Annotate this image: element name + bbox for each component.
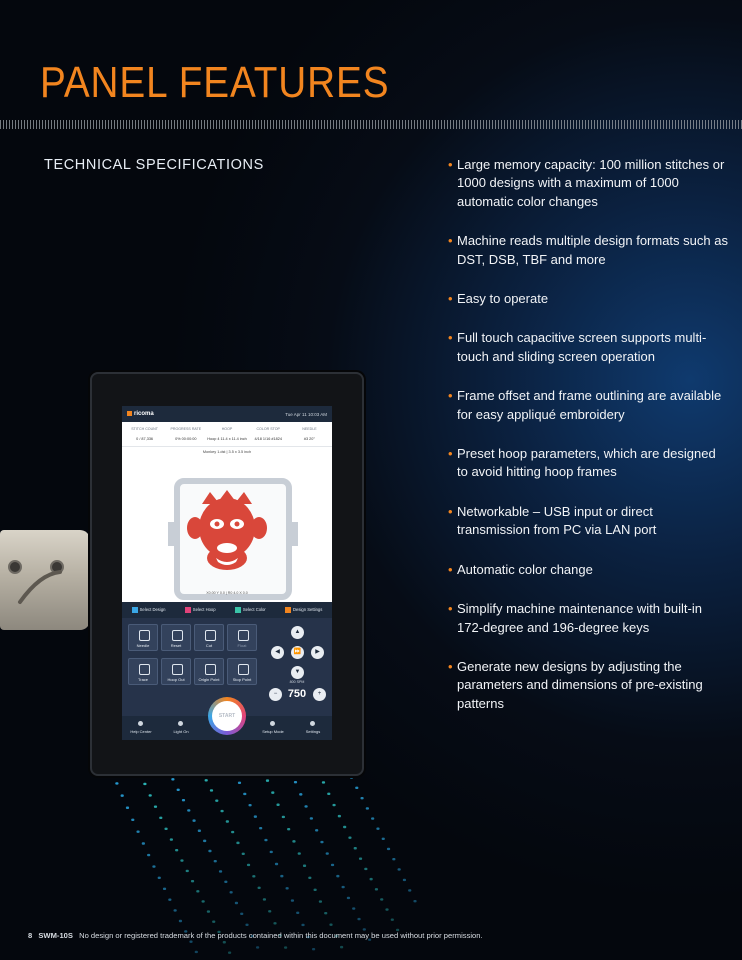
wave-dot	[177, 789, 180, 791]
origin-point-button[interactable]: Origin Point	[194, 658, 224, 685]
wave-dot	[187, 809, 190, 811]
wave-dot	[391, 918, 394, 920]
wave-dot	[143, 783, 146, 785]
wave-dot	[179, 920, 182, 922]
arrow-left-icon[interactable]: ◀	[271, 646, 284, 659]
wave-dot	[392, 858, 395, 860]
float-icon	[238, 630, 249, 641]
trace-icon	[139, 664, 150, 675]
wave-dot	[126, 807, 129, 809]
wave-dot	[268, 910, 271, 912]
wave-dot	[308, 877, 311, 879]
wave-dot	[354, 847, 357, 849]
arrow-down-icon[interactable]: ▼	[291, 666, 304, 679]
wave-dot	[147, 854, 150, 856]
wave-dot	[164, 828, 167, 830]
wave-dot	[276, 804, 279, 806]
trace-button[interactable]: Trace	[128, 658, 158, 685]
reset-button[interactable]: Reset	[161, 624, 191, 651]
wave-dot	[182, 799, 185, 801]
feature-item: • Full touch capacitive screen supports multi-touch and sliding screen operation	[448, 329, 728, 366]
wave-dot	[342, 886, 345, 888]
wave-dot	[366, 807, 369, 809]
spm-value: 750	[287, 688, 307, 700]
touch-screen[interactable]	[122, 406, 332, 740]
hoop-out-button[interactable]: Hoop Out	[161, 658, 191, 685]
wave-dot	[240, 913, 243, 915]
wave-dot	[192, 819, 195, 821]
reset-icon	[172, 630, 183, 641]
wave-dot	[254, 815, 257, 817]
fast-forward-icon[interactable]: ⏩	[291, 646, 304, 659]
wave-dot	[357, 918, 360, 920]
wave-dot	[413, 900, 416, 902]
wave-dot	[320, 841, 323, 843]
arrow-right-icon[interactable]: ▶	[311, 646, 324, 659]
hoop-out-icon	[172, 664, 183, 675]
hoop-preview	[174, 478, 292, 600]
wave-dot	[230, 891, 233, 893]
wave-dot	[398, 868, 401, 870]
machine-mount-bracket	[0, 530, 90, 630]
wave-dot	[242, 853, 245, 855]
wave-dot	[207, 910, 210, 912]
feature-item: • Machine reads multiple design formats such as DST, DSB, TBF and more	[448, 232, 728, 269]
wave-dot	[215, 799, 218, 801]
wave-dot	[371, 817, 374, 819]
wave-dot	[299, 793, 302, 795]
page-title: PANEL FEATURES	[40, 58, 390, 107]
stat-cell: PROGRESS RATE 0% 00:00:00	[170, 427, 202, 441]
wave-dot	[303, 865, 306, 867]
feature-item: • Automatic color change	[448, 561, 728, 579]
wave-dot	[131, 819, 134, 821]
monkey-design-icon	[180, 484, 274, 582]
wave-dot	[332, 804, 335, 806]
wave-dot	[245, 924, 248, 926]
wave-dot	[324, 912, 327, 914]
wave-dot	[189, 940, 192, 942]
control-panel-device	[90, 372, 364, 776]
footer-disclaimer: No design or registered trademark of the products contained within this document may be used without prior permission.	[79, 931, 483, 940]
wave-dot	[355, 787, 358, 789]
page-footer	[28, 931, 483, 940]
decorative-dot-wave	[0, 760, 420, 960]
wave-dot	[152, 865, 155, 867]
wave-dot	[191, 880, 194, 882]
wave-dot	[163, 888, 166, 890]
wave-dot	[231, 831, 234, 833]
wave-dot	[208, 850, 211, 852]
setup-mode-button[interactable]: Setup Mode	[258, 729, 288, 734]
wave-dot	[294, 781, 297, 783]
wave-dot	[348, 837, 351, 839]
wave-dot	[168, 899, 171, 901]
wave-dot	[171, 778, 174, 780]
wave-dot	[370, 878, 373, 880]
wave-dot	[210, 789, 213, 791]
wave-dot	[236, 842, 239, 844]
wave-dot	[280, 875, 283, 877]
wave-dot	[329, 924, 332, 926]
scissors-icon	[205, 630, 216, 641]
wave-dot	[347, 897, 350, 899]
feature-item: • Generate new designs by adjusting the parameters and dimensions of pre-existing patterns	[448, 658, 728, 713]
wave-dot	[263, 898, 266, 900]
wave-dot	[259, 827, 262, 829]
feature-item: • Large memory capacity: 100 million stitches or 1000 designs with a maximum of 1000 automatic color changes	[448, 156, 728, 211]
wave-dot	[196, 890, 199, 892]
wave-dot	[247, 864, 250, 866]
wave-dot	[149, 794, 152, 796]
wave-dot	[271, 791, 274, 793]
wave-dot	[252, 875, 255, 877]
datetime-display: Tue Apr 11 10:03 AM	[285, 411, 327, 417]
feature-item: • Preset hoop parameters, which are designed to avoid hitting hoop frames	[448, 445, 728, 482]
wave-dot	[292, 840, 295, 842]
wave-dot	[326, 852, 329, 854]
wave-dot	[136, 831, 139, 833]
wave-dot	[387, 848, 390, 850]
wave-dot	[336, 875, 339, 877]
wave-dot	[170, 838, 173, 840]
tab-select-color[interactable]: Select Color	[235, 607, 266, 613]
wave-dot	[226, 820, 229, 822]
wave-dot	[287, 828, 290, 830]
wave-dot	[360, 797, 363, 799]
wave-dot	[282, 816, 285, 818]
wave-dot	[238, 782, 241, 784]
minus-icon[interactable]: −	[269, 688, 282, 701]
wave-dot	[315, 829, 318, 831]
wave-dot	[273, 922, 276, 924]
feature-item: • Simplify machine maintenance with built-in 172-degree and 196-degree keys	[448, 600, 728, 637]
wave-dot	[248, 804, 251, 806]
wave-dot	[327, 793, 330, 795]
wave-dot	[403, 879, 406, 881]
arrow-up-icon[interactable]: ▲	[291, 626, 304, 639]
wave-dot	[235, 902, 238, 904]
wave-dot	[202, 900, 205, 902]
wave-dot	[286, 887, 289, 889]
wave-dot	[291, 899, 294, 901]
wave-dot	[142, 842, 145, 844]
wave-dot	[376, 827, 379, 829]
wave-dot	[212, 921, 215, 923]
wave-dot	[296, 912, 299, 914]
wave-dot	[314, 889, 317, 891]
stop-point-icon	[238, 664, 249, 675]
wave-dot	[359, 857, 362, 859]
light-on-button[interactable]: Light On	[166, 729, 196, 734]
wave-dot	[331, 864, 334, 866]
page-number: 8	[28, 931, 33, 940]
wave-dot	[275, 863, 278, 865]
divider-rule	[0, 120, 742, 129]
wave-dot	[220, 810, 223, 812]
wave-dot	[284, 946, 287, 948]
wave-dot	[198, 830, 201, 832]
wave-dot	[304, 805, 307, 807]
wave-dot	[243, 793, 246, 795]
tab-design-settings[interactable]: Design Settings	[285, 607, 322, 613]
wave-dot	[312, 948, 315, 950]
settings-button[interactable]: Settings	[298, 729, 328, 734]
wave-dot	[219, 870, 222, 872]
wave-dot	[224, 881, 227, 883]
feature-item: • Networkable – USB input or direct transmission from PC via LAN port	[448, 503, 728, 540]
stat-cell: HOOP Hoop 4 11.4 x 11.4 inch	[207, 427, 247, 441]
wave-dot	[264, 839, 267, 841]
wave-dot	[258, 887, 261, 889]
wave-dot	[270, 851, 273, 853]
plus-icon[interactable]: +	[313, 688, 326, 701]
wave-dot	[186, 870, 189, 872]
wave-dot	[408, 889, 411, 891]
tab-select-design[interactable]: Select Design	[132, 607, 166, 613]
float-button[interactable]: Float	[227, 624, 257, 651]
stat-cell: COLOR STOP 4/18 1/16 #1824	[254, 427, 282, 441]
wave-dot	[340, 946, 343, 948]
coordinate-readout: X0.00 Y 0.0 | R0 4.0 X 0.0	[206, 591, 248, 595]
wave-dot	[380, 898, 383, 900]
help-center-button[interactable]: Help Center	[126, 729, 156, 734]
feature-item: • Easy to operate	[448, 290, 728, 308]
wave-dot	[266, 779, 269, 781]
needle-button[interactable]: Needle	[128, 624, 158, 651]
wave-dot	[298, 852, 301, 854]
wave-dot	[322, 781, 325, 783]
stats-row	[122, 422, 332, 447]
bracket-slot	[0, 530, 90, 630]
stop-point-button[interactable]: Stop Point	[227, 658, 257, 685]
cut-button[interactable]: Cut	[194, 624, 224, 651]
wave-dot	[350, 776, 353, 778]
wave-dot	[375, 888, 378, 890]
wave-dot	[203, 840, 206, 842]
wave-dot	[228, 951, 231, 953]
wave-dot	[310, 817, 313, 819]
wave-dot	[158, 877, 161, 879]
design-dimensions: Monkey 1.dst | 3.5 x 3.5 inch	[202, 450, 252, 454]
wave-dot	[174, 909, 177, 911]
wave-dot	[301, 924, 304, 926]
wave-dot	[195, 951, 198, 953]
origin-icon	[205, 664, 216, 675]
wave-dot	[256, 946, 259, 948]
stat-cell: STITCH COUNT 0 / 87,336	[131, 427, 158, 441]
feature-item: • Frame offset and frame outlining are available for easy appliqué embroidery	[448, 387, 728, 424]
wave-dot	[205, 779, 208, 781]
screen-tabs	[122, 602, 332, 618]
wave-dot	[223, 941, 226, 943]
needle-icon	[139, 630, 150, 641]
model-name: SWM-10S	[38, 931, 73, 940]
wave-dot	[364, 868, 367, 870]
screen-header	[122, 406, 332, 422]
spm-label: 800 SPM	[289, 680, 305, 684]
start-button[interactable]: START	[208, 697, 246, 735]
wave-dot	[338, 815, 341, 817]
feature-list	[448, 156, 728, 734]
wave-dot	[115, 782, 118, 784]
wave-dot	[175, 849, 178, 851]
wave-dot	[159, 817, 162, 819]
wave-dot	[382, 838, 385, 840]
wave-dot	[319, 900, 322, 902]
wave-dot	[154, 806, 157, 808]
wave-dot	[343, 826, 346, 828]
wave-dot	[180, 859, 183, 861]
stat-cell: NEEDLE #3 20°	[302, 427, 317, 441]
wave-dot	[121, 794, 124, 796]
tab-select-hoop[interactable]: Select Hoop	[185, 607, 216, 613]
brand-logo: ricoma	[127, 411, 154, 417]
wave-dot	[352, 907, 355, 909]
wave-dot	[385, 908, 388, 910]
wave-dot	[214, 860, 217, 862]
section-subtitle: TECHNICAL SPECIFICATIONS	[44, 157, 264, 173]
